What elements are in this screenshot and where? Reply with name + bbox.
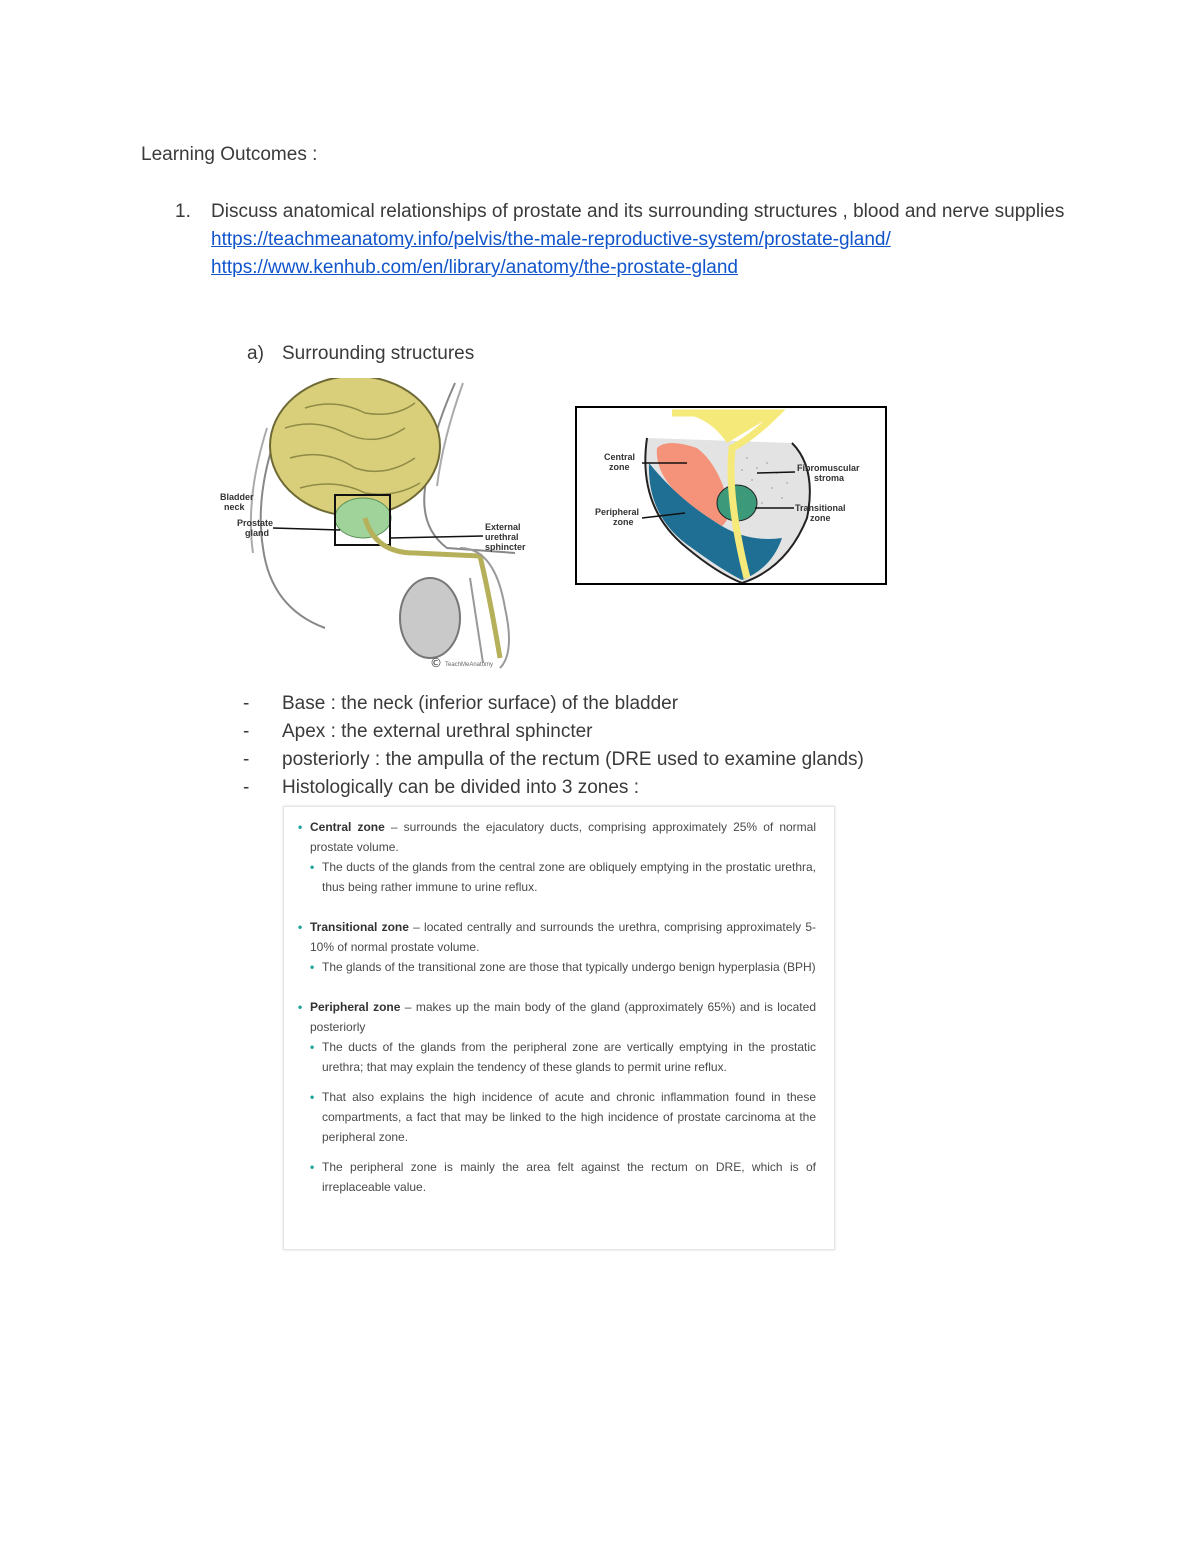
bullet-dot: •	[310, 860, 315, 874]
peripheral-zone-sub: The ducts of the glands from the peripheral zone are vertically emptying in the prostatic urethra; that may explain the tendency of these glands to permit urine reflux.	[322, 1040, 816, 1074]
transitional-zone-label: Transitional zone	[795, 503, 846, 523]
peripheral-zone-label: Peripheral zone	[595, 507, 640, 527]
excerpt-subitem	[298, 1037, 816, 1077]
testis-shape	[400, 578, 460, 658]
bullet-dot: •	[298, 920, 303, 934]
sub-list-marker: a)	[247, 343, 264, 364]
excerpt-subitem	[298, 857, 816, 897]
section-heading: Learning Outcomes :	[141, 144, 318, 165]
bullet-marker: -	[243, 721, 250, 742]
zones-excerpt-box	[283, 806, 835, 1250]
bullet-marker: -	[243, 777, 250, 798]
bullet-text: Base : the neck (inferior surface) of the bladder	[282, 693, 679, 714]
bullet-item	[243, 774, 1003, 802]
outcome-text: Discuss anatomical relationships of prostate and its surrounding structures , blood and nerve supplies	[211, 201, 1065, 222]
bullet-dot: •	[310, 1090, 315, 1104]
central-zone-text: – surrounds the ejaculatory ducts, comprising approximately 25% of normal prostate volume.	[310, 820, 816, 854]
bullet-marker: -	[243, 749, 250, 770]
excerpt-subitem	[298, 957, 816, 977]
list-number: 1.	[175, 201, 191, 222]
fibromuscular-stroma-label: Fibromuscular stroma	[797, 463, 860, 483]
bullet-text: Apex : the external urethral sphincter	[282, 721, 593, 742]
central-zone-label: Central zone	[604, 452, 636, 472]
prostate-shape	[335, 498, 391, 538]
prostate-zones-figure	[575, 406, 887, 585]
excerpt-subitem	[298, 1157, 816, 1197]
central-zone-title: Central zone	[310, 820, 385, 834]
bullet-dot: •	[310, 1040, 315, 1054]
bullet-dot: •	[310, 1160, 315, 1174]
pelvis-sagittal-figure	[215, 378, 545, 670]
bladder-neck-label: Bladder neck	[220, 492, 254, 512]
central-zone-sub: The ducts of the glands from the central zone are obliquely emptying in the prostatic urethra, thus being rather immune to urine reflux.	[322, 860, 816, 894]
transitional-zone-title: Transitional zone	[310, 920, 409, 934]
copyright-mark: ©	[430, 656, 442, 670]
excerpt-item	[298, 917, 816, 957]
excerpt-subitem	[298, 1087, 816, 1147]
peripheral-zone-sub: That also explains the high incidence of acute and chronic inflammation found in these compartments, a fact that may be linked to the high incidence of prostate carcinoma at the peripheral zone.	[322, 1090, 816, 1144]
bullet-marker: -	[243, 693, 250, 714]
bullet-dot: •	[298, 1000, 303, 1014]
bullet-item	[243, 718, 1003, 746]
prostate-gland-label: Prostate gland	[237, 518, 274, 538]
bullet-dot: •	[298, 820, 303, 834]
peripheral-zone-sub: The peripheral zone is mainly the area felt against the rectum on DRE, which is of irreplaceable value.	[322, 1160, 816, 1194]
kenhub-link[interactable]: https://www.kenhub.com/en/library/anatomy/the-prostate-gland	[211, 257, 738, 278]
excerpt-item	[298, 817, 816, 857]
bullet-text: Histologically can be divided into 3 zones :	[282, 777, 639, 798]
peripheral-zone-text: – makes up the main body of the gland (approximately 65%) and is located posteriorly	[310, 1000, 816, 1034]
bullet-item	[243, 746, 1003, 774]
bullet-dot: •	[310, 960, 315, 974]
teachmeanatomy-link[interactable]: https://teachmeanatomy.info/pelvis/the-male-reproductive-system/prostate-gland/	[211, 229, 891, 250]
peripheral-zone-title: Peripheral zone	[310, 1000, 401, 1014]
bullet-text: posteriorly : the ampulla of the rectum (DRE used to examine glands)	[282, 749, 864, 770]
transitional-zone-text: – located centrally and surrounds the urethra, comprising approximately 5-10% of normal prostate volume.	[310, 920, 817, 954]
bullet-item	[243, 690, 1003, 718]
credit-label: TeachMeAnatomy	[445, 662, 494, 668]
external-sphincter-label: External urethral sphincter	[485, 522, 526, 552]
sub-list-label: Surrounding structures	[282, 343, 475, 364]
transitional-zone-sub: The glands of the transitional zone are those that typically undergo benign hyperplasia (BPH)	[322, 960, 816, 974]
excerpt-item	[298, 997, 816, 1037]
structure-bullets	[243, 690, 1003, 802]
outcome-item	[211, 198, 1071, 282]
